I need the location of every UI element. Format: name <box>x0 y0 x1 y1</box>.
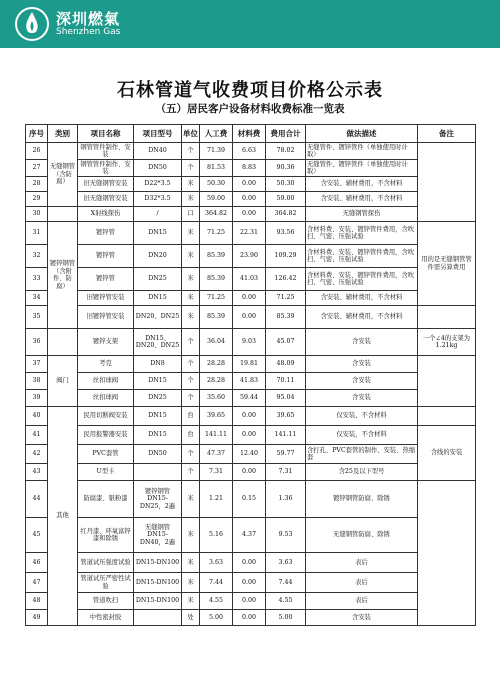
unit-cell: 个 <box>182 390 200 407</box>
material-fee-cell: 0.00 <box>233 291 266 306</box>
unit-cell: 口 <box>182 207 200 222</box>
material-fee-cell: 0.00 <box>233 593 266 610</box>
labor-fee-cell: 85.39 <box>200 268 233 291</box>
item-name-cell: PVC套管 <box>78 445 134 464</box>
description-cell: 含安装 <box>306 373 418 390</box>
table-row <box>26 192 476 207</box>
table-row <box>26 329 476 356</box>
labor-fee-cell: 364.82 <box>200 207 233 222</box>
description-cell: 表后 <box>306 593 418 610</box>
total-fee-cell: 70.11 <box>266 373 306 390</box>
unit-cell: 米 <box>182 222 200 245</box>
total-fee-cell: 3.63 <box>266 553 306 573</box>
unit-cell: 台 <box>182 426 200 445</box>
material-fee-cell: 0.00 <box>233 426 266 445</box>
item-name-cell: 管道吹扫 <box>78 593 134 610</box>
unit-cell: 个 <box>182 373 200 390</box>
unit-cell: 米 <box>182 593 200 610</box>
material-fee-cell: 23.90 <box>233 245 266 268</box>
table-body <box>26 143 476 626</box>
row-number-cell: 26 <box>26 143 48 160</box>
unit-cell: 个 <box>182 160 200 177</box>
unit-cell: 个 <box>182 464 200 481</box>
table-row <box>26 373 476 390</box>
labor-fee-cell: 5.00 <box>200 610 233 626</box>
table-row <box>26 207 476 222</box>
category-cell: 阀门 <box>48 356 78 407</box>
description-cell: 表后 <box>306 553 418 573</box>
labor-fee-cell: 3.63 <box>200 553 233 573</box>
row-number-cell: 47 <box>26 573 48 593</box>
remark-cell: 用的是无缝钢管管件需另算费用 <box>418 222 476 306</box>
total-fee-cell: 126.42 <box>266 268 306 291</box>
total-fee-cell: 78.02 <box>266 143 306 160</box>
material-fee-cell: 19.81 <box>233 356 266 373</box>
item-name-cell: 中性密封胶 <box>78 610 134 626</box>
row-number-cell: 28 <box>26 177 48 192</box>
page-subtitle: （五）居民客户设备材料收费标准一览表 <box>155 103 345 115</box>
total-fee-cell: 7.31 <box>266 464 306 481</box>
item-name-cell: 钢管管件制作、安装 <box>78 143 134 160</box>
table-row <box>26 407 476 426</box>
total-fee-cell: 50.30 <box>266 177 306 192</box>
item-model-cell: 镀锌钢管DN15-DN25，2遍 <box>134 481 182 518</box>
item-name-cell: 镀锌管 <box>78 268 134 291</box>
unit-cell: 米 <box>182 291 200 306</box>
total-fee-cell: 39.65 <box>266 407 306 426</box>
table-row <box>26 464 476 481</box>
description-cell: 含材料费、安装、镀锌管件费用，含吹扫、气密、压强试验 <box>306 268 418 291</box>
item-name-cell: U型卡 <box>78 464 134 481</box>
row-number-cell: 49 <box>26 610 48 626</box>
unit-cell: 个 <box>182 445 200 464</box>
description-cell: 无缝钢管探伤 <box>306 207 418 222</box>
table-row <box>26 160 476 177</box>
unit-cell: 米 <box>182 553 200 573</box>
column-header: 序号 <box>26 125 48 143</box>
header-bar <box>0 0 500 48</box>
column-header: 类别 <box>48 125 78 143</box>
item-model-cell: 无缝钢管DN15-DN40，2遍 <box>134 518 182 553</box>
table-header-row <box>26 125 476 143</box>
description-cell: 含安装 <box>306 610 418 626</box>
item-name-cell: 旧无缝钢管安装 <box>78 192 134 207</box>
unit-cell: 个 <box>182 329 200 356</box>
table-row <box>26 245 476 268</box>
table-row <box>26 268 476 291</box>
item-model-cell: DN25 <box>134 390 182 407</box>
total-fee-cell: 90.36 <box>266 160 306 177</box>
description-cell: 无缝管件、镀锌管件（单独使用时计取） <box>306 160 418 177</box>
labor-fee-cell: 71.39 <box>200 143 233 160</box>
flame-logo-icon <box>14 6 50 42</box>
row-number-cell: 44 <box>26 481 48 518</box>
row-number-cell: 34 <box>26 291 48 306</box>
labor-fee-cell: 39.65 <box>200 407 233 426</box>
item-name-cell: 民用报警器安装 <box>78 426 134 445</box>
total-fee-cell: 93.56 <box>266 222 306 245</box>
price-table <box>25 124 476 626</box>
labor-fee-cell: 28.28 <box>200 373 233 390</box>
item-model-cell <box>134 610 182 626</box>
table-row <box>26 445 476 464</box>
item-model-cell: DN15 <box>134 373 182 390</box>
unit-cell: 米 <box>182 268 200 291</box>
total-fee-cell: 141.11 <box>266 426 306 445</box>
item-name-cell: 镀锌管 <box>78 222 134 245</box>
item-name-cell: 镀锌管 <box>78 245 134 268</box>
item-model-cell: DN15、DN20、DN25 <box>134 329 182 356</box>
brand-name-en: Shenzhen Gas <box>56 27 121 37</box>
item-model-cell: DN20、DN25 <box>134 306 182 329</box>
unit-cell: 米 <box>182 192 200 207</box>
description-cell: 含安装 <box>306 390 418 407</box>
item-model-cell: DN15 <box>134 291 182 306</box>
total-fee-cell: 48.09 <box>266 356 306 373</box>
labor-fee-cell: 5.16 <box>200 518 233 553</box>
description-cell: 含安装、辅材费用，不含材料 <box>306 306 418 329</box>
row-number-cell: 41 <box>26 426 48 445</box>
column-header: 备注 <box>418 125 476 143</box>
total-fee-cell: 9.53 <box>266 518 306 553</box>
item-model-cell: DN8 <box>134 356 182 373</box>
description-cell: 含安装、辅材费用，不含材料 <box>306 177 418 192</box>
table-row <box>26 518 476 553</box>
labor-fee-cell: 7.31 <box>200 464 233 481</box>
description-cell: 含材料费、安装、镀锌管件费用，含吹扫、气密、压强试验 <box>306 222 418 245</box>
material-fee-cell: 0.00 <box>233 464 266 481</box>
material-fee-cell: 41.03 <box>233 268 266 291</box>
material-fee-cell: 4.37 <box>233 518 266 553</box>
table-row <box>26 356 476 373</box>
labor-fee-cell: 71.25 <box>200 291 233 306</box>
description-cell: 含安装 <box>306 329 418 356</box>
item-model-cell <box>134 464 182 481</box>
brand-name-cn: 深圳燃氣 <box>56 10 121 28</box>
material-fee-cell: 0.00 <box>233 177 266 192</box>
total-fee-cell: 71.25 <box>266 291 306 306</box>
remark-cell: 一个∠4的支架为1.21kg <box>418 329 476 356</box>
description-cell: 含安装 <box>306 356 418 373</box>
row-number-cell: 39 <box>26 390 48 407</box>
column-header: 单位 <box>182 125 200 143</box>
row-number-cell: 30 <box>26 207 48 222</box>
labor-fee-cell: 1.21 <box>200 481 233 518</box>
labor-fee-cell: 85.39 <box>200 306 233 329</box>
item-model-cell: DN40 <box>134 143 182 160</box>
table-row <box>26 593 476 610</box>
material-fee-cell: 0.00 <box>233 407 266 426</box>
description-cell: 镀锌钢管防腐、除锈 <box>306 481 418 518</box>
description-cell: 仅安装，不含材料 <box>306 407 418 426</box>
row-number-cell: 27 <box>26 160 48 177</box>
item-model-cell: DN50 <box>134 445 182 464</box>
category-cell: 其他 <box>48 407 78 626</box>
unit-cell: 米 <box>182 481 200 518</box>
description-cell: 无缝钢管防腐、除锈 <box>306 518 418 553</box>
row-number-cell: 36 <box>26 329 48 356</box>
item-name-cell: 红丹漆、环氧富锌漆和除锈 <box>78 518 134 553</box>
column-header: 项目名称 <box>78 125 134 143</box>
row-number-cell: 45 <box>26 518 48 553</box>
category-cell: 无缝钢管（含防腐） <box>48 143 78 207</box>
item-name-cell: 丝扣球阀 <box>78 373 134 390</box>
row-number-cell: 32 <box>26 245 48 268</box>
column-header: 人工费 <box>200 125 233 143</box>
item-model-cell: DN15-DN100 <box>134 593 182 610</box>
row-number-cell: 46 <box>26 553 48 573</box>
page-title: 石林管道气收费项目价格公示表 <box>117 80 383 101</box>
remark-cell <box>418 143 476 222</box>
table-row <box>26 222 476 245</box>
material-fee-cell: 59.44 <box>233 390 266 407</box>
remark-cell <box>418 481 476 626</box>
description-cell: 表后 <box>306 573 418 593</box>
item-name-cell: 镀锌支架 <box>78 329 134 356</box>
table-row <box>26 143 476 160</box>
labor-fee-cell: 47.37 <box>200 445 233 464</box>
description-cell: 含打孔、PVC套管的制作、安装、热缩套 <box>306 445 418 464</box>
labor-fee-cell: 50.30 <box>200 177 233 192</box>
total-fee-cell: 4.55 <box>266 593 306 610</box>
description-cell: 含25及以下型号 <box>306 464 418 481</box>
item-name-cell: 旧镀锌管安装 <box>78 291 134 306</box>
row-number-cell: 35 <box>26 306 48 329</box>
item-model-cell: DN15-DN100 <box>134 553 182 573</box>
item-name-cell: 旧镀锌管安装 <box>78 306 134 329</box>
labor-fee-cell: 59.00 <box>200 192 233 207</box>
table-row <box>26 177 476 192</box>
unit-cell: 米 <box>182 245 200 268</box>
total-fee-cell: 1.36 <box>266 481 306 518</box>
item-model-cell: D32*3.5 <box>134 192 182 207</box>
item-model-cell: DN20 <box>134 245 182 268</box>
table-row <box>26 306 476 329</box>
material-fee-cell: 8.83 <box>233 160 266 177</box>
row-number-cell: 42 <box>26 445 48 464</box>
row-number-cell: 40 <box>26 407 48 426</box>
unit-cell: 米 <box>182 306 200 329</box>
unit-cell: 台 <box>182 407 200 426</box>
material-fee-cell: 22.31 <box>233 222 266 245</box>
item-name-cell: 管道试压严密性试验 <box>78 573 134 593</box>
description-cell: 含安装、辅材费用，不含材料 <box>306 192 418 207</box>
labor-fee-cell: 81.53 <box>200 160 233 177</box>
row-number-cell: 29 <box>26 192 48 207</box>
labor-fee-cell: 28.28 <box>200 356 233 373</box>
labor-fee-cell: 35.60 <box>200 390 233 407</box>
item-name-cell: 防腐漆、银粉漆 <box>78 481 134 518</box>
total-fee-cell: 95.04 <box>266 390 306 407</box>
item-model-cell: / <box>134 207 182 222</box>
unit-cell: 个 <box>182 143 200 160</box>
labor-fee-cell: 7.44 <box>200 573 233 593</box>
column-header: 材料费 <box>233 125 266 143</box>
total-fee-cell: 85.39 <box>266 306 306 329</box>
category-cell <box>48 329 78 356</box>
labor-fee-cell: 141.11 <box>200 426 233 445</box>
unit-cell: 个 <box>182 356 200 373</box>
column-header: 费用合计 <box>266 125 306 143</box>
total-fee-cell: 45.07 <box>266 329 306 356</box>
item-name-cell: 旧无缝钢管安装 <box>78 177 134 192</box>
item-name-cell: X射线探伤 <box>78 207 134 222</box>
row-number-cell: 31 <box>26 222 48 245</box>
category-cell <box>48 207 78 222</box>
material-fee-cell: 0.00 <box>233 553 266 573</box>
row-number-cell: 33 <box>26 268 48 291</box>
unit-cell: 米 <box>182 177 200 192</box>
material-fee-cell: 0.00 <box>233 573 266 593</box>
item-model-cell: DN50 <box>134 160 182 177</box>
total-fee-cell: 59.00 <box>266 192 306 207</box>
material-fee-cell: 0.00 <box>233 306 266 329</box>
company-logo <box>14 6 194 42</box>
labor-fee-cell: 71.25 <box>200 222 233 245</box>
labor-fee-cell: 36.04 <box>200 329 233 356</box>
item-name-cell: 考克 <box>78 356 134 373</box>
description-cell: 仅安装，不含材料 <box>306 426 418 445</box>
item-name-cell: 民用切断阀安装 <box>78 407 134 426</box>
material-fee-cell: 6.63 <box>233 143 266 160</box>
column-header: 项目型号 <box>134 125 182 143</box>
item-name-cell: 钢管管件制作、安装 <box>78 160 134 177</box>
total-fee-cell: 109.29 <box>266 245 306 268</box>
description-cell: 含材料费、安装、镀锌管件费用，含吹扫、气密、压强试验 <box>306 245 418 268</box>
row-number-cell: 43 <box>26 464 48 481</box>
material-fee-cell: 41.83 <box>233 373 266 390</box>
table-row <box>26 291 476 306</box>
table-row <box>26 426 476 445</box>
table-row <box>26 553 476 573</box>
material-fee-cell: 12.40 <box>233 445 266 464</box>
material-fee-cell: 0.15 <box>233 481 266 518</box>
column-header: 做法描述 <box>306 125 418 143</box>
labor-fee-cell: 85.39 <box>200 245 233 268</box>
description-cell: 含安装、辅材费用，不含材料 <box>306 291 418 306</box>
material-fee-cell: 0.00 <box>233 192 266 207</box>
total-fee-cell: 364.82 <box>266 207 306 222</box>
item-model-cell: DN15 <box>134 426 182 445</box>
item-model-cell: DN15 <box>134 222 182 245</box>
remark-cell: 含线的安装 <box>418 426 476 481</box>
unit-cell: 米 <box>182 573 200 593</box>
item-model-cell: DN25 <box>134 268 182 291</box>
item-model-cell: DN15 <box>134 407 182 426</box>
item-model-cell: DN15-DN100 <box>134 573 182 593</box>
material-fee-cell: 0.00 <box>233 610 266 626</box>
total-fee-cell: 5.00 <box>266 610 306 626</box>
labor-fee-cell: 4.55 <box>200 593 233 610</box>
total-fee-cell: 59.77 <box>266 445 306 464</box>
material-fee-cell: 0.00 <box>233 207 266 222</box>
item-name-cell: 丝扣球阀 <box>78 390 134 407</box>
row-number-cell: 38 <box>26 373 48 390</box>
row-number-cell: 48 <box>26 593 48 610</box>
table-row <box>26 610 476 626</box>
remark-cell <box>418 407 476 426</box>
unit-cell: 米 <box>182 518 200 553</box>
table-row <box>26 481 476 518</box>
item-name-cell: 管道试压强度试验 <box>78 553 134 573</box>
table-row <box>26 573 476 593</box>
remark-cell <box>418 306 476 329</box>
unit-cell: 处 <box>182 610 200 626</box>
material-fee-cell: 9.03 <box>233 329 266 356</box>
table-row <box>26 390 476 407</box>
category-cell: 镀锌钢管（含附件、防腐） <box>48 222 78 329</box>
total-fee-cell: 7.44 <box>266 573 306 593</box>
remark-cell <box>418 356 476 407</box>
description-cell: 无缝管件、镀锌管件（单独使用时计取） <box>306 143 418 160</box>
item-model-cell: D22*3.5 <box>134 177 182 192</box>
row-number-cell: 37 <box>26 356 48 373</box>
